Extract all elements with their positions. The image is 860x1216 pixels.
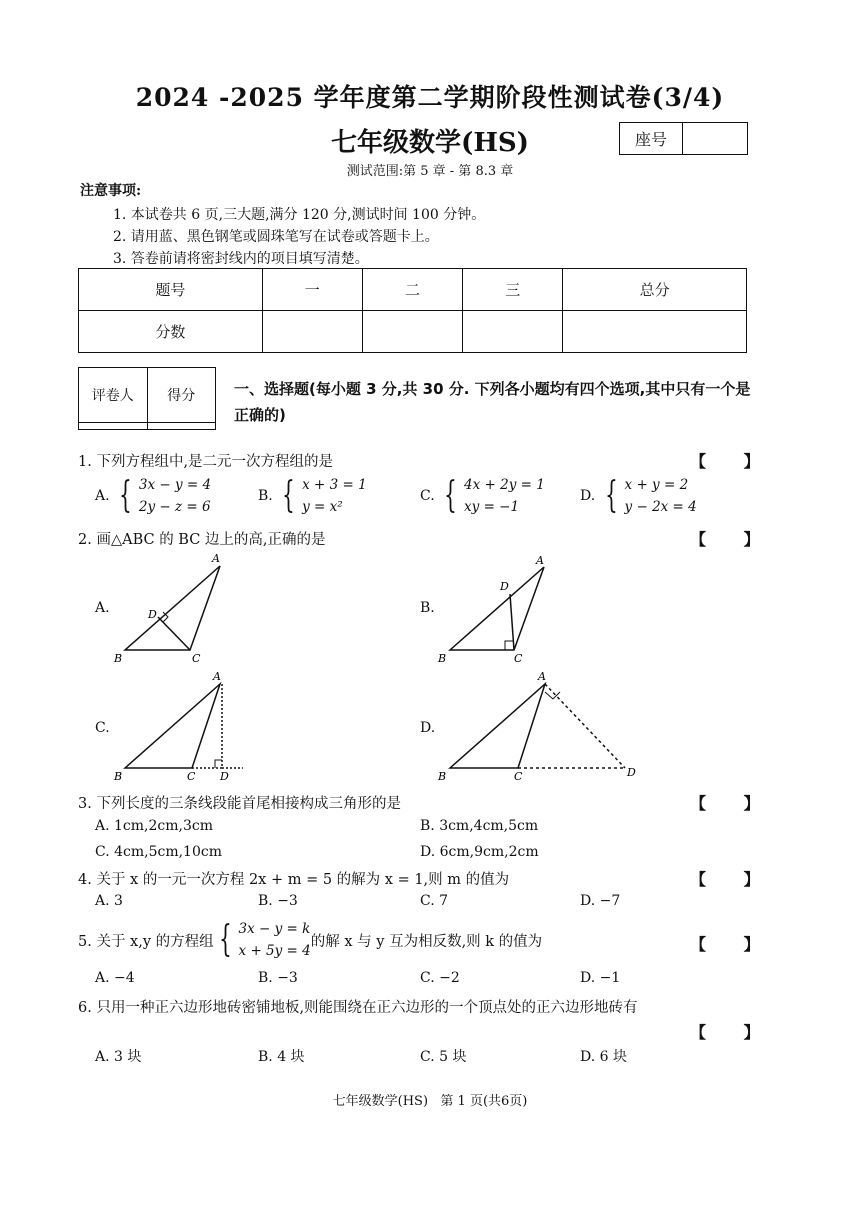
figure-a	[125, 566, 220, 650]
point-label: C	[187, 770, 196, 783]
point-label: A	[213, 670, 221, 683]
question-2-stem: 2. 画△ABC 的 BC 边上的高,正确的是	[78, 532, 326, 548]
point-label: C	[514, 770, 523, 783]
answer-bracket[interactable]: 【 】	[690, 530, 776, 549]
question-3-stem: 3. 下列长度的三条线段能首尾相接构成三角形的是	[78, 796, 401, 812]
notice-item: 1. 本试卷共 6 页,三大题,满分 120 分,测试时间 100 分钟。	[113, 207, 486, 223]
notice-item: 2. 请用蓝、黑色钢笔或圆珠笔写在试卷或答题卡上。	[113, 229, 439, 245]
table-header-cell: 二	[362, 269, 462, 311]
score-row-label: 分数	[79, 311, 263, 353]
figure-d	[450, 684, 625, 768]
table-header-cell: 题号	[79, 269, 263, 311]
question-5-option-d[interactable]: D. −1	[580, 970, 621, 986]
question-4-option-d[interactable]: D. −7	[580, 893, 621, 909]
section-title: 一、选择题(每小题 3 分,共 30 分. 下列各小题均有四个选项,其中只有一个是正确的)	[234, 380, 751, 424]
point-label: B	[438, 652, 447, 665]
point-label: D	[627, 766, 636, 779]
question-4-option-b[interactable]: B. −3	[258, 893, 298, 909]
question-5-option-b[interactable]: B. −3	[258, 970, 298, 986]
question-2-label-d[interactable]: D.	[420, 720, 436, 736]
point-label: D	[220, 770, 229, 783]
question-1-option-b[interactable]: B. { x + 3 = 1 y = x²	[258, 475, 367, 516]
point-label: B	[114, 770, 123, 783]
reviewer-label: 评卷人	[79, 368, 148, 423]
answer-bracket[interactable]: 【 】	[690, 870, 776, 889]
question-1-stem: 1. 下列方程组中,是二元一次方程组的是	[78, 454, 334, 470]
question-6-option-b[interactable]: B. 4 块	[258, 1049, 305, 1065]
question-4-stem: 4. 关于 x 的一元一次方程 2x + m = 5 的解为 x = 1,则 m 的值为	[78, 872, 510, 888]
seat-label: 座号	[620, 123, 683, 154]
notice-title: 注意事项:	[80, 183, 142, 199]
question-3-option-b[interactable]: B. 3cm,4cm,5cm	[420, 818, 539, 834]
table-header-cell: 总分	[563, 269, 747, 311]
question-2-label-a[interactable]: A.	[95, 600, 110, 616]
subject-title: 七年级数学(HS)	[331, 128, 529, 158]
point-label: B	[114, 652, 123, 665]
question-1-option-a[interactable]: A. { 3x − y = 4 2y − z = 6	[95, 475, 212, 516]
question-3-option-c[interactable]: C. 4cm,5cm,10cm	[95, 844, 222, 860]
question-3-option-a[interactable]: A. 1cm,2cm,3cm	[95, 818, 213, 834]
table-header-cell: 三	[463, 269, 563, 311]
question-1-option-d[interactable]: D. { x + y = 2 y − 2x = 4	[580, 475, 697, 516]
question-6-option-c[interactable]: C. 5 块	[420, 1049, 467, 1065]
question-5-stem: 5. 关于 x,y 的方程组 { 3x − y = k x + 5y = 4 的解 x 与 y 互为相反数,则 k 的值为	[78, 919, 543, 960]
point-label: D	[500, 580, 509, 593]
figure-c	[125, 684, 243, 768]
test-scope: 测试范围:第 5 章 - 第 8.3 章	[346, 164, 514, 179]
answer-bracket[interactable]: 【 】	[690, 794, 776, 813]
question-1-option-c[interactable]: C. { 4x + 2y = 1 xy = −1	[420, 475, 545, 516]
figure-b	[450, 567, 544, 650]
question-3-option-d[interactable]: D. 6cm,9cm,2cm	[420, 844, 539, 860]
answer-bracket[interactable]: 【 】	[690, 452, 776, 471]
question-6-option-d[interactable]: D. 6 块	[580, 1049, 627, 1065]
answer-bracket[interactable]: 【 】	[690, 1023, 776, 1042]
answer-bracket[interactable]: 【 】	[690, 935, 776, 954]
point-label: B	[438, 770, 447, 783]
question-4-option-a[interactable]: A. 3	[95, 893, 123, 909]
point-label: D	[148, 608, 157, 621]
question-6-option-a[interactable]: A. 3 块	[95, 1049, 142, 1065]
point-label: C	[514, 652, 523, 665]
notice-item: 3. 答卷前请将密封线内的项目填写清楚。	[113, 251, 369, 267]
point-label: C	[192, 652, 201, 665]
score-label: 得分	[147, 368, 216, 423]
question-2-label-b[interactable]: B.	[420, 600, 435, 616]
question-5-option-c[interactable]: C. −2	[420, 970, 460, 986]
question-6-stem: 6. 只用一种正六边形地砖密铺地板,则能围绕在正六边形的一个顶点处的正六边形地砖有	[78, 1000, 638, 1016]
point-label: A	[538, 670, 546, 683]
question-2-label-c[interactable]: C.	[95, 720, 110, 736]
question-5-option-a[interactable]: A. −4	[95, 970, 135, 986]
table-header-cell: 一	[262, 269, 362, 311]
question-4-option-c[interactable]: C. 7	[420, 893, 449, 909]
page-footer: 七年级数学(HS) 第 1 页(共6页)	[332, 1094, 528, 1109]
exam-title: 2024 -2025 学年度第二学期阶段性测试卷(3/4)	[135, 83, 725, 112]
point-label: A	[212, 552, 220, 565]
point-label: A	[536, 554, 544, 567]
